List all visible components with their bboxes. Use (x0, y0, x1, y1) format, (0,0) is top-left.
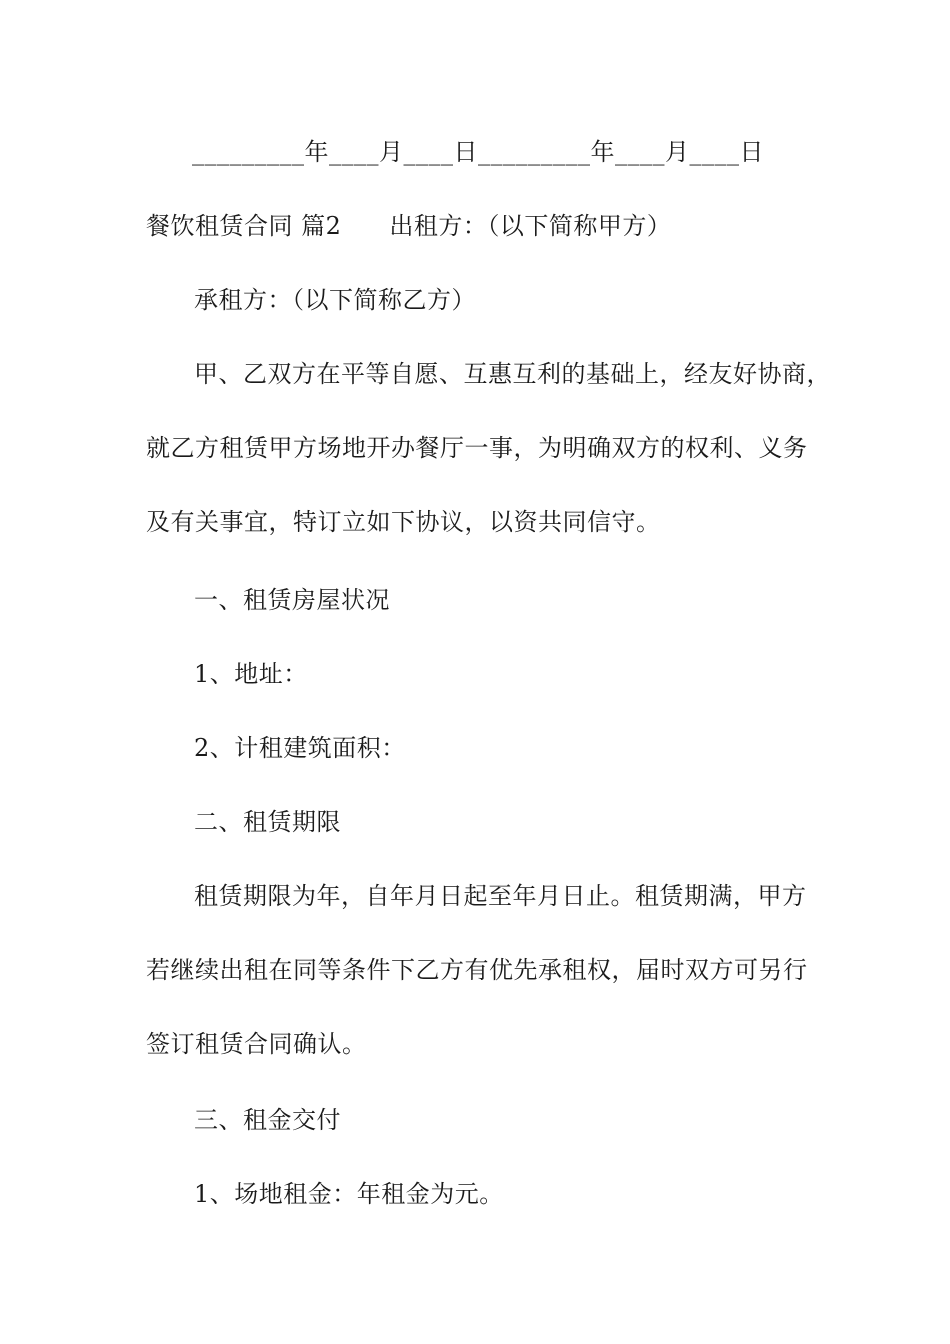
intro-paragraph-line-3: 及有关事宜，特订立如下协议，以资共同信守。 (146, 508, 661, 536)
intro-paragraph-line-2: 就乙方租赁甲方场地开办餐厅一事，为明确双方的权利、义务 (146, 434, 808, 462)
section-3-item-rent: 1、场地租金：年租金为元。 (194, 1180, 504, 1208)
section-1-heading: 一、租赁房屋状况 (194, 586, 390, 614)
intro-paragraph-line-1: 甲、乙双方在平等自愿、互惠互利的基础上，经友好协商， (194, 360, 831, 388)
section-2-heading: 二、租赁期限 (194, 808, 341, 836)
term-paragraph-line-1: 租赁期限为年，自年月日起至年月日止。租赁期满，甲方 (194, 882, 807, 910)
section-1-item-area: 2、计租建筑面积： (194, 734, 406, 762)
term-paragraph-line-2: 若继续出租在同等条件下乙方有优先承租权，届时双方可另行 (146, 956, 808, 984)
lessee-label: 承租方：（以下简称乙方） (194, 286, 476, 314)
contract-title: 餐饮租赁合同 篇2 (146, 212, 342, 240)
lessor-label: 出租方：（以下简称甲方） (389, 212, 672, 240)
signature-date-line: _________年____月____日_________年____月____日 (192, 138, 764, 166)
section-1-item-address: 1、地址： (194, 660, 308, 688)
section-3-heading: 三、租金交付 (194, 1106, 341, 1134)
term-paragraph-line-3: 签订租赁合同确认。 (146, 1030, 367, 1058)
contract-title-line (146, 211, 671, 241)
